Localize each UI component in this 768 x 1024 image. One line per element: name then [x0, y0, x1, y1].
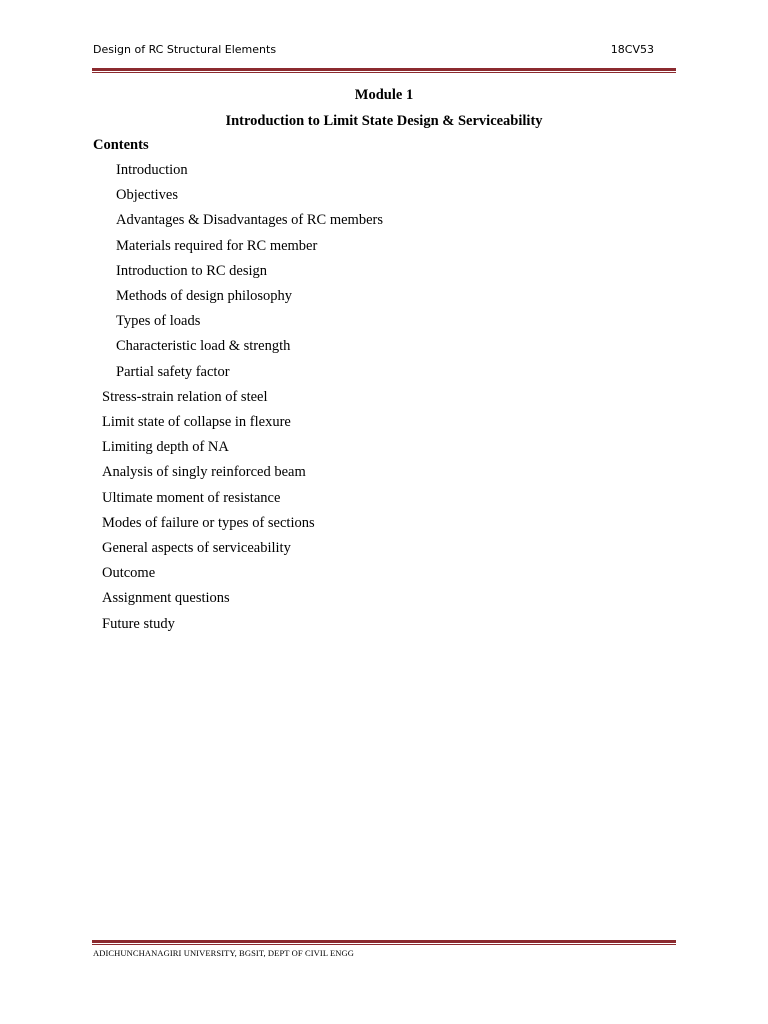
- contents-item: Outcome: [102, 565, 156, 582]
- contents-item: Future study: [102, 615, 175, 632]
- footer-institution: ADICHUNCHANAGIRI UNIVERSITY, BGSIT, DEPT OF CIVIL ENGG: [93, 948, 355, 958]
- contents-item: Characteristic load & strength: [116, 338, 291, 355]
- contents-item: Analysis of singly reinforced beam: [102, 464, 306, 481]
- contents-item: Assignment questions: [102, 590, 230, 607]
- contents-item: Advantages & Disadvantages of RC members: [116, 212, 383, 229]
- header-course-title: Design of RC Structural Elements: [93, 43, 277, 56]
- contents-item: General aspects of serviceability: [102, 540, 291, 556]
- contents-item: Limit state of collapse in flexure: [102, 414, 291, 430]
- contents-item: Introduction to RC design: [116, 262, 268, 279]
- contents-item: Ultimate moment of resistance: [102, 489, 281, 506]
- contents-item: Limiting depth of NA: [102, 439, 229, 456]
- header-divider: [92, 68, 676, 73]
- contents-item: Stress-strain relation of steel: [102, 388, 268, 405]
- contents-item: Methods of design philosophy: [116, 288, 293, 304]
- header-course-code: 18CV53: [610, 43, 654, 56]
- module-subtitle: Introduction to Limit State Design & Serviceability: [225, 113, 543, 129]
- module-title: Module 1: [354, 87, 414, 103]
- contents-item: Materials required for RC member: [116, 237, 318, 254]
- footer-divider: [92, 940, 676, 945]
- contents-heading: Contents: [93, 137, 149, 153]
- contents-item: Partial safety factor: [116, 363, 230, 380]
- contents-item: Modes of failure or types of sections: [102, 514, 315, 531]
- contents-item: Types of loads: [116, 313, 201, 330]
- contents-item: Introduction: [116, 162, 188, 178]
- contents-item: Objectives: [116, 187, 179, 204]
